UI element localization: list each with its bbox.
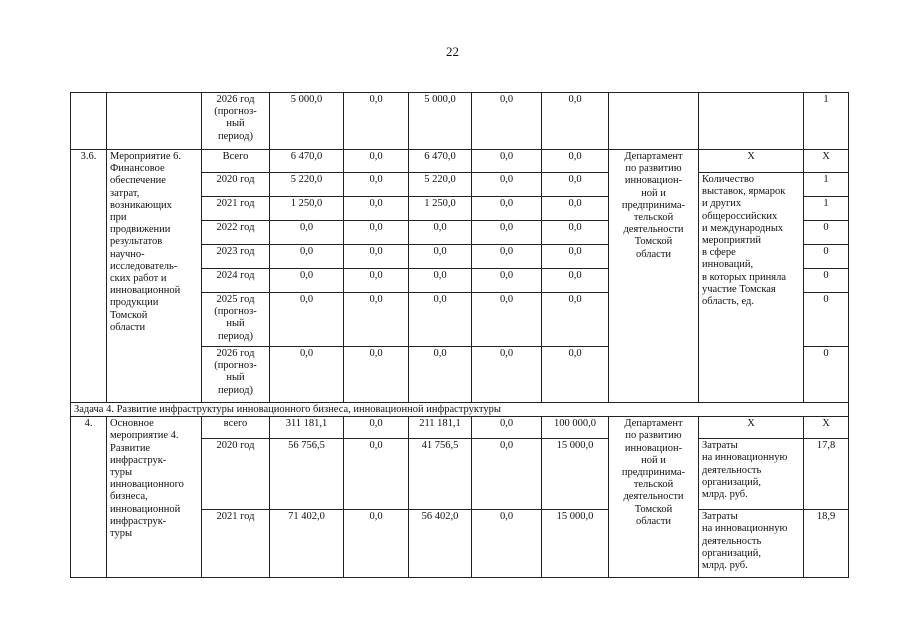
value-cell: 0,0 (344, 510, 409, 578)
value-cell: 15 000,0 (542, 510, 609, 578)
value-cell: 0,0 (270, 293, 344, 347)
year-cell: 2020 год (202, 173, 270, 197)
year-cell: 2026 год (прогноз- ный период) (202, 347, 270, 403)
value-cell: 0,0 (270, 245, 344, 269)
table-row (71, 403, 849, 417)
year-cell: 2021 год (202, 197, 270, 221)
indicator-value-cell: 0 (804, 269, 849, 293)
value-cell: 6 470,0 (409, 150, 472, 173)
value-cell: 0,0 (542, 150, 609, 173)
year-cell: 2025 год (прогноз- ный период) (202, 293, 270, 347)
value-cell: 0,0 (472, 93, 542, 150)
indicator-value-cell: Х (804, 150, 849, 173)
value-cell: 0,0 (344, 150, 409, 173)
value-cell: 0,0 (344, 347, 409, 403)
value-cell: 0,0 (542, 269, 609, 293)
measure-name: Основное мероприятие 4. Развитие инфраструк- туры инновационного бизнеса, инновационной инфраструк- туры (107, 417, 202, 578)
value-cell: 0,0 (344, 293, 409, 347)
indicator-value-cell: 0 (804, 245, 849, 269)
task-heading: Задача 4. Развитие инфраструктуры инновационного бизнеса, инновационной инфраструктуры (71, 403, 849, 417)
indicator-value-cell: 1 (804, 197, 849, 221)
table-row (71, 417, 849, 439)
value-cell: 0,0 (542, 173, 609, 197)
executor-cell: Департамент по развитию инновацион- ной и предпринима- тельской деятельности Томской области (609, 417, 699, 578)
value-cell: 0,0 (542, 293, 609, 347)
value-cell: 0,0 (344, 439, 409, 510)
executor-cell (609, 93, 699, 150)
value-cell: 0,0 (344, 197, 409, 221)
value-cell: 5 000,0 (409, 93, 472, 150)
value-cell: 0,0 (344, 93, 409, 150)
value-cell: 6 470,0 (270, 150, 344, 173)
value-cell: 0,0 (472, 245, 542, 269)
value-cell: 0,0 (472, 150, 542, 173)
value-cell: 15 000,0 (542, 439, 609, 510)
value-cell: 0,0 (542, 347, 609, 403)
indicator-name-cell: Х (699, 417, 804, 439)
value-cell: 211 181,1 (409, 417, 472, 439)
value-cell: 5 000,0 (270, 93, 344, 150)
value-cell: 0,0 (270, 221, 344, 245)
value-cell: 0,0 (472, 221, 542, 245)
value-cell: 41 756,5 (409, 439, 472, 510)
value-cell: 71 402,0 (270, 510, 344, 578)
page-number: 22 (446, 44, 459, 59)
value-cell: 0,0 (542, 197, 609, 221)
value-cell: 0,0 (270, 269, 344, 293)
indicator-name-cell: Затраты на инновационную деятельность организаций, млрд. руб. (699, 510, 804, 578)
name-cell (107, 93, 202, 150)
indicator-name-cell: Затраты на инновационную деятельность организаций, млрд. руб. (699, 439, 804, 510)
indicator-name-cell: Количество выставок, ярмарок и других общероссийских и международных мероприятий в сфере инноваций, в которых приняла участие Томская область, ед. (699, 173, 804, 403)
indicator-value-cell: 1 (804, 93, 849, 150)
value-cell: 311 181,1 (270, 417, 344, 439)
indicator-value-cell: 0 (804, 293, 849, 347)
indicator-value-cell: 1 (804, 173, 849, 197)
value-cell: 0,0 (344, 173, 409, 197)
indicator-value-cell: Х (804, 417, 849, 439)
value-cell: 1 250,0 (409, 197, 472, 221)
value-cell: 0,0 (344, 269, 409, 293)
year-cell: 2022 год (202, 221, 270, 245)
indicator-value-cell: 0 (804, 221, 849, 245)
year-cell: 2020 год (202, 439, 270, 510)
value-cell: 0,0 (409, 245, 472, 269)
executor-cell: Департамент по развитию инновацион- ной и предпринима- тельской деятельности Томской области (609, 150, 699, 403)
indicator-value-cell: 18,9 (804, 510, 849, 578)
value-cell: 0,0 (409, 293, 472, 347)
value-cell: 56 756,5 (270, 439, 344, 510)
indicator-name-cell (699, 93, 804, 150)
value-cell: 0,0 (472, 347, 542, 403)
value-cell: 5 220,0 (270, 173, 344, 197)
number-cell (71, 93, 107, 150)
indicator-value-cell: 0 (804, 347, 849, 403)
value-cell: 0,0 (542, 93, 609, 150)
value-cell: 0,0 (542, 221, 609, 245)
value-cell: 0,0 (472, 173, 542, 197)
value-cell: 0,0 (472, 439, 542, 510)
value-cell: 0,0 (472, 417, 542, 439)
value-cell: 0,0 (472, 269, 542, 293)
measure-name: Мероприятие 6. Финансовое обеспечение затрат, возникающих при продвижении результатов научно- исследователь- ских работ и инновационной продукции Томской области (107, 150, 202, 403)
indicator-value-cell: 17,8 (804, 439, 849, 510)
measure-number: 4. (71, 417, 107, 578)
value-cell: 0,0 (409, 269, 472, 293)
value-cell: 0,0 (344, 417, 409, 439)
year-cell: всего (202, 417, 270, 439)
table-row (71, 93, 849, 150)
program-table (70, 92, 849, 578)
value-cell: 0,0 (409, 347, 472, 403)
value-cell: 1 250,0 (270, 197, 344, 221)
value-cell: 56 402,0 (409, 510, 472, 578)
year-cell: 2021 год (202, 510, 270, 578)
year-cell: 2024 год (202, 269, 270, 293)
value-cell: 0,0 (472, 510, 542, 578)
table-row (71, 150, 849, 173)
value-cell: 0,0 (472, 293, 542, 347)
indicator-name-cell: Х (699, 150, 804, 173)
value-cell: 0,0 (344, 245, 409, 269)
measure-number: 3.6. (71, 150, 107, 403)
value-cell: 0,0 (472, 197, 542, 221)
year-cell: 2026 год (прогноз- ный период) (202, 93, 270, 150)
value-cell: 5 220,0 (409, 173, 472, 197)
value-cell: 100 000,0 (542, 417, 609, 439)
value-cell: 0,0 (270, 347, 344, 403)
value-cell: 0,0 (344, 221, 409, 245)
value-cell: 0,0 (542, 245, 609, 269)
value-cell: 0,0 (409, 221, 472, 245)
year-cell: 2023 год (202, 245, 270, 269)
year-cell: Всего (202, 150, 270, 173)
